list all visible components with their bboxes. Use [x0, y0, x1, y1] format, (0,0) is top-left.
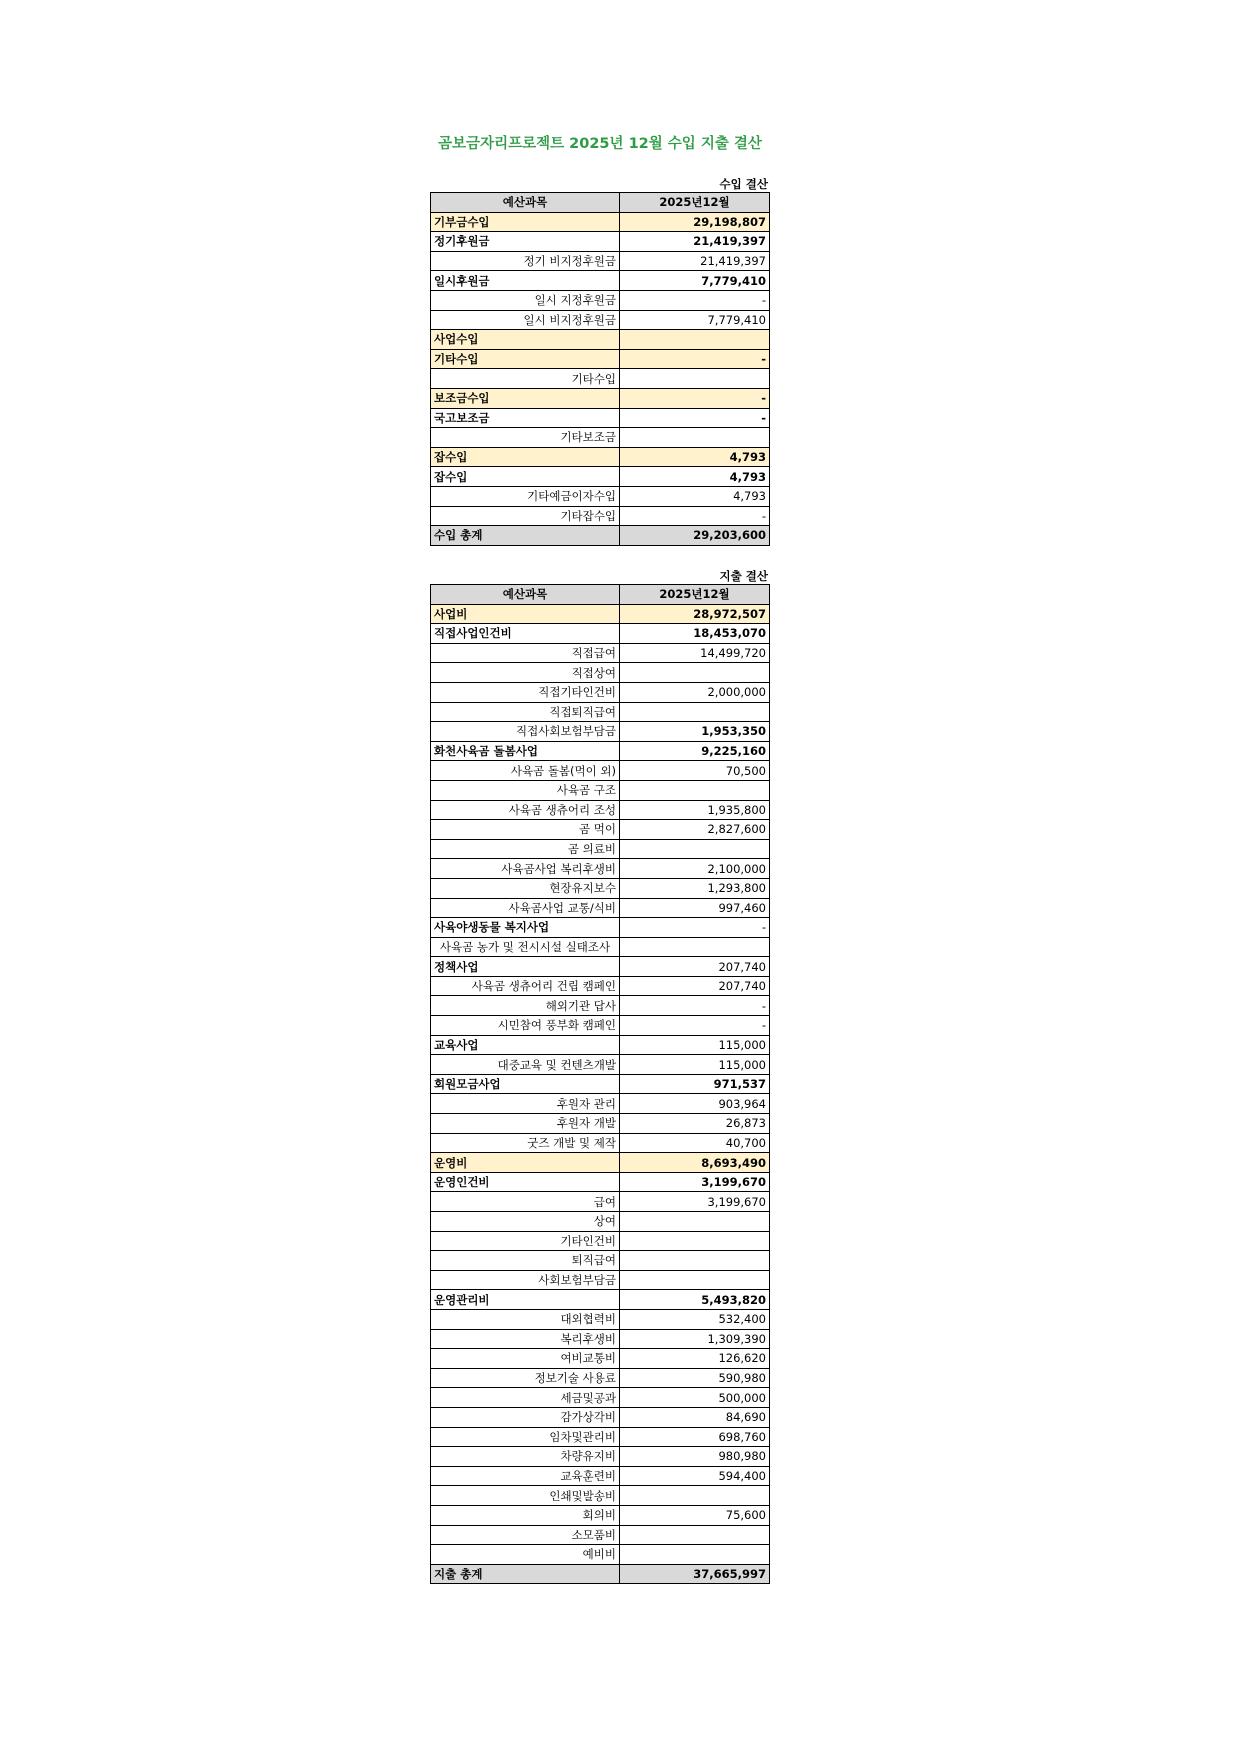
income-row-cat [431, 349, 770, 369]
expense-row-label: 인쇄및발송비 [431, 1486, 620, 1506]
expense-row-sub [431, 1525, 770, 1545]
expense-row-grp [431, 741, 770, 761]
income-header-subject: 예산과목 [431, 193, 620, 213]
expense-row-amount [620, 1270, 770, 1290]
expense-row-amount: 1,293,800 [620, 878, 770, 898]
expense-row-amount: 70,500 [620, 761, 770, 781]
expense-row-sub [431, 761, 770, 781]
expense-row-label: 정보기술 사용료 [431, 1368, 620, 1388]
expense-row-amount: 5,493,820 [620, 1290, 770, 1310]
expense-row-sub [431, 898, 770, 918]
expense-row-label: 교육훈련비 [431, 1466, 620, 1486]
expense-row-grp [431, 1035, 770, 1055]
expense-row-label: 회의비 [431, 1505, 620, 1525]
expense-row-sub [431, 1192, 770, 1212]
income-row-label: 일시후원금 [431, 271, 620, 291]
expense-row-sub [431, 859, 770, 879]
expense-row-label: 정책사업 [431, 957, 620, 977]
expense-row-label: 운영인건비 [431, 1172, 620, 1192]
income-row-sub [431, 251, 770, 271]
expense-row-label: 사육곰 생츄어리 조성 [431, 800, 620, 820]
expense-row-sub [431, 996, 770, 1016]
expense-row-amount: 980,980 [620, 1447, 770, 1467]
expense-row-label: 지출 총계 [431, 1564, 620, 1584]
expense-row-amount: 2,100,000 [620, 859, 770, 879]
expense-row-amount [620, 839, 770, 859]
income-row-sub [431, 486, 770, 506]
income-row-label: 일시 지정후원금 [431, 290, 620, 310]
income-row-grp [431, 232, 770, 252]
expense-header-subject: 예산과목 [431, 585, 620, 605]
expense-row-label: 기타인건비 [431, 1231, 620, 1251]
expense-row-sub [431, 1427, 770, 1447]
expense-row-amount [620, 937, 770, 957]
income-row-label: 기타수입 [431, 369, 620, 389]
expense-row-grp [431, 918, 770, 938]
expense-row-label: 교육사업 [431, 1035, 620, 1055]
income-row-label: 기부금수입 [431, 212, 620, 232]
expense-row-sub [431, 1349, 770, 1369]
expense-row-amount [620, 663, 770, 683]
income-row-amount: 7,779,410 [620, 310, 770, 330]
expense-row-label: 화천사육곰 돌봄사업 [431, 741, 620, 761]
income-row-amount: 21,419,397 [620, 251, 770, 271]
income-row-label: 국고보조금 [431, 408, 620, 428]
expense-row-label: 곰 먹이 [431, 820, 620, 840]
expense-row-label: 시민참여 풍부화 캠페인 [431, 1016, 620, 1036]
expense-row-sub [431, 1368, 770, 1388]
expense-row-amount: 997,460 [620, 898, 770, 918]
expense-row-amount: 126,620 [620, 1349, 770, 1369]
expense-row-label: 후원자 개발 [431, 1114, 620, 1134]
expense-row-amount [620, 780, 770, 800]
expense-row-label: 사육곰사업 복리후생비 [431, 859, 620, 879]
expense-row-sub [431, 1545, 770, 1565]
income-row-label: 기타잡수입 [431, 506, 620, 526]
expense-row-amount [620, 1251, 770, 1271]
expense-row-label: 사육곰 생츄어리 건립 캠페인 [431, 976, 620, 996]
expense-row-grp [431, 1074, 770, 1094]
income-row-label: 기타보조금 [431, 428, 620, 448]
expense-row-sub [431, 1094, 770, 1114]
expense-row-sub [431, 1447, 770, 1467]
expense-row-amount: 3,199,670 [620, 1192, 770, 1212]
expense-row-label: 퇴직급여 [431, 1251, 620, 1271]
expense-row-amount [620, 1545, 770, 1565]
income-row-sub [431, 290, 770, 310]
expense-header-row [431, 585, 770, 605]
expense-row-label: 해외기관 답사 [431, 996, 620, 1016]
expense-row-sub [431, 820, 770, 840]
income-row-cat [431, 447, 770, 467]
expense-row-amount: 9,225,160 [620, 741, 770, 761]
income-row-label: 보조금수입 [431, 388, 620, 408]
income-row-cat [431, 212, 770, 232]
expense-row-label: 굿즈 개발 및 제작 [431, 1133, 620, 1153]
income-row-sub [431, 310, 770, 330]
income-row-label: 수입 총계 [431, 526, 620, 546]
income-row-cat [431, 330, 770, 350]
expense-row-amount: 532,400 [620, 1309, 770, 1329]
expense-row-sub [431, 1114, 770, 1134]
expense-row-label: 곰 의료비 [431, 839, 620, 859]
expense-row-amount: 207,740 [620, 957, 770, 977]
income-table [430, 192, 770, 546]
expense-row-sub [431, 1133, 770, 1153]
expense-row-label: 상여 [431, 1212, 620, 1232]
expense-row-label: 현장유지보수 [431, 878, 620, 898]
expense-row-sub [431, 1251, 770, 1271]
expense-row-sub [431, 780, 770, 800]
expense-row-sub [431, 1407, 770, 1427]
expense-row-label: 복리후생비 [431, 1329, 620, 1349]
income-row-amount: 4,793 [620, 486, 770, 506]
expense-row-sub [431, 1270, 770, 1290]
expense-row-amount: 1,309,390 [620, 1329, 770, 1349]
income-row-amount [620, 369, 770, 389]
expense-row-sub [431, 976, 770, 996]
expense-row-amount: 2,000,000 [620, 682, 770, 702]
expense-row-label: 예비비 [431, 1545, 620, 1565]
expense-row-label: 사육곰 구조 [431, 780, 620, 800]
expense-row-amount: 207,740 [620, 976, 770, 996]
expense-row-label: 사육곰 돌봄(먹이 외) [431, 761, 620, 781]
income-row-tot [431, 526, 770, 546]
expense-row-grp [431, 957, 770, 977]
expense-row-label: 사회보험부담금 [431, 1270, 620, 1290]
income-row-amount [620, 428, 770, 448]
expense-row-label: 사업비 [431, 604, 620, 624]
expense-row-label: 사육야생동물 복지사업 [431, 918, 620, 938]
expense-row-label: 직접기타인건비 [431, 682, 620, 702]
expense-row-amount: 698,760 [620, 1427, 770, 1447]
income-row-amount [620, 330, 770, 350]
expense-row-sub [431, 1231, 770, 1251]
income-row-amount: - [620, 506, 770, 526]
expense-row-label: 운영비 [431, 1153, 620, 1173]
expense-row-sub [431, 1466, 770, 1486]
expense-row-amount: 1,953,350 [620, 722, 770, 742]
expense-row-amount [620, 1486, 770, 1506]
expense-row-cat [431, 1153, 770, 1173]
page-title: 곰보금자리프로젝트 2025년 12월 수입 지출 결산 [438, 136, 762, 152]
expense-row-label: 세금및공과 [431, 1388, 620, 1408]
expense-row-label: 사육곰 농가 및 전시시설 실태조사 [431, 937, 620, 957]
expense-row-amount: 971,537 [620, 1074, 770, 1094]
expense-row-amount: 75,600 [620, 1505, 770, 1525]
income-row-label: 일시 비지정후원금 [431, 310, 620, 330]
expense-row-grp [431, 1290, 770, 1310]
income-row-sub [431, 428, 770, 448]
expense-row-amount: 2,827,600 [620, 820, 770, 840]
income-row-amount: 7,779,410 [620, 271, 770, 291]
expense-row-amount: 37,665,997 [620, 1564, 770, 1584]
expense-row-amount: 115,000 [620, 1035, 770, 1055]
income-row-cat [431, 388, 770, 408]
expense-table [430, 584, 770, 1584]
expense-row-amount: 28,972,507 [620, 604, 770, 624]
income-row-label: 잡수입 [431, 447, 620, 467]
income-row-amount: - [620, 388, 770, 408]
expense-header-period: 2025년12월 [620, 585, 770, 605]
income-row-sub [431, 369, 770, 389]
expense-row-sub [431, 682, 770, 702]
expense-row-amount: - [620, 996, 770, 1016]
expense-row-label: 여비교통비 [431, 1349, 620, 1369]
expense-row-sub [431, 1055, 770, 1075]
expense-row-sub [431, 1329, 770, 1349]
expense-row-cat [431, 604, 770, 624]
expense-row-sub [431, 1486, 770, 1506]
expense-row-sub [431, 643, 770, 663]
expense-row-sub [431, 702, 770, 722]
expense-row-tot [431, 1564, 770, 1584]
expense-row-label: 급여 [431, 1192, 620, 1212]
income-row-amount: - [620, 349, 770, 369]
income-row-grp [431, 467, 770, 487]
income-row-label: 기타수입 [431, 349, 620, 369]
expense-row-sub [431, 1505, 770, 1525]
expense-row-label: 회원모금사업 [431, 1074, 620, 1094]
expense-row-amount: 594,400 [620, 1466, 770, 1486]
income-row-amount: 4,793 [620, 467, 770, 487]
expense-row-amount: 26,873 [620, 1114, 770, 1134]
expense-row-amount [620, 1231, 770, 1251]
expense-row-amount: 1,935,800 [620, 800, 770, 820]
income-row-amount: - [620, 290, 770, 310]
expense-row-label: 임차및관리비 [431, 1427, 620, 1447]
income-row-amount: 29,198,807 [620, 212, 770, 232]
expense-row-label: 직접퇴직급여 [431, 702, 620, 722]
expense-row-amount [620, 1525, 770, 1545]
expense-row-amount: 14,499,720 [620, 643, 770, 663]
expense-row-amount: 903,964 [620, 1094, 770, 1114]
expense-row-label: 직접사업인건비 [431, 624, 620, 644]
expense-row-label: 차량유지비 [431, 1447, 620, 1467]
expense-row-label: 직접사회보험부담금 [431, 722, 620, 742]
expense-row-sub [431, 878, 770, 898]
income-row-amount: 21,419,397 [620, 232, 770, 252]
income-row-amount: 4,793 [620, 447, 770, 467]
income-row-grp [431, 271, 770, 291]
expense-row-sub [431, 1309, 770, 1329]
expense-row-amount [620, 1212, 770, 1232]
income-row-label: 잡수입 [431, 467, 620, 487]
income-row-label: 기타예금이자수입 [431, 486, 620, 506]
expense-row-sub [431, 722, 770, 742]
income-row-grp [431, 408, 770, 428]
expense-row-amount: 500,000 [620, 1388, 770, 1408]
expense-row-sub [431, 1212, 770, 1232]
expense-row-label: 대외협력비 [431, 1309, 620, 1329]
expense-row-sub [431, 800, 770, 820]
expense-row-label: 사육곰사업 교통/식비 [431, 898, 620, 918]
expense-row-amount: 8,693,490 [620, 1153, 770, 1173]
expense-row-label: 대중교육 및 컨텐츠개발 [431, 1055, 620, 1075]
expense-row-amount: 115,000 [620, 1055, 770, 1075]
income-row-amount: 29,203,600 [620, 526, 770, 546]
expense-row-amount: - [620, 1016, 770, 1036]
expense-row-label: 감가상각비 [431, 1407, 620, 1427]
expense-row-sub [431, 937, 770, 957]
income-row-label: 정기 비지정후원금 [431, 251, 620, 271]
expense-row-grp [431, 624, 770, 644]
expense-row-label: 운영관리비 [431, 1290, 620, 1310]
income-row-label: 사업수입 [431, 330, 620, 350]
income-header-period: 2025년12월 [620, 193, 770, 213]
income-table-body [431, 212, 770, 545]
expense-row-label: 직접급여 [431, 643, 620, 663]
expense-row-sub [431, 1388, 770, 1408]
expense-row-amount: - [620, 918, 770, 938]
expense-caption: 지출 결산 [719, 569, 768, 583]
expense-row-amount: 18,453,070 [620, 624, 770, 644]
expense-row-amount: 3,199,670 [620, 1172, 770, 1192]
expense-row-amount: 40,700 [620, 1133, 770, 1153]
expense-row-amount: 84,690 [620, 1407, 770, 1427]
income-row-label: 정기후원금 [431, 232, 620, 252]
expense-row-amount: 590,980 [620, 1368, 770, 1388]
income-row-sub [431, 506, 770, 526]
expense-row-sub [431, 663, 770, 683]
expense-row-amount [620, 702, 770, 722]
expense-row-label: 후원자 관리 [431, 1094, 620, 1114]
expense-row-label: 소모품비 [431, 1525, 620, 1545]
income-row-amount: - [620, 408, 770, 428]
income-caption: 수입 결산 [719, 177, 768, 191]
expense-row-label: 직접상여 [431, 663, 620, 683]
expense-row-grp [431, 1172, 770, 1192]
expense-table-body [431, 604, 770, 1584]
expense-row-sub [431, 1016, 770, 1036]
income-header-row [431, 193, 770, 213]
expense-row-sub [431, 839, 770, 859]
